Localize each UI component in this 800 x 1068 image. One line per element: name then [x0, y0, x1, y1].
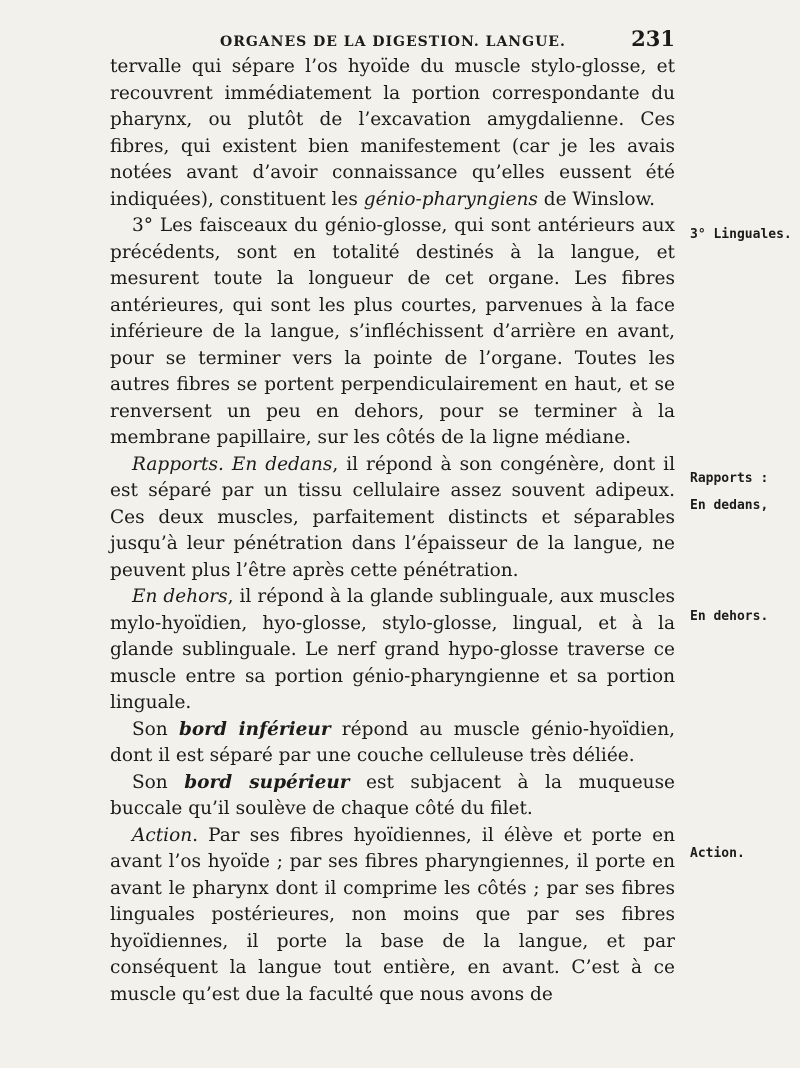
margin-note-rapports: Rapports :: [690, 471, 769, 486]
p3-text: , il répond à son congénère, dont il est séparé par un tissu cellulaire assez souvent adipeux. Ces deux muscles, parfaitement distincts et séparables jusqu’à leur pénétration dans l’épaisseur de la langue, ne peuvent plus l’être après cette pénétration.: [110, 453, 675, 581]
page-number: 231: [631, 26, 675, 51]
paragraph-3: [110, 452, 675, 585]
page-header: [110, 26, 675, 51]
margin-note-action: Action.: [690, 846, 745, 861]
p7-heading: Action: [132, 824, 193, 846]
p1-end: de Winslow.: [537, 188, 656, 210]
p3-heading: Rapports. En dedans: [132, 453, 333, 475]
paragraph-2: 3° Les faisceaux du génio-glosse, qui sont antérieurs aux précédents, sont en totalité destinés à la langue, et mesurent toute la longueur de cet organe. Les fibres antérieures, qui sont les plus courtes, parvenues à la face inférieure de la langue, s’infléchissent d’arrière en avant, pour se terminer vers la pointe de l’organe. Toutes les autres fibres se portent perpendiculairement en haut, et se renversent un peu en dehors, pour se terminer à la membrane papillaire, sur les côtés de la ligne médiane.: [110, 215, 675, 448]
p4-heading: En dehors: [132, 586, 228, 607]
margin-note-en-dedans: En dedans,: [690, 498, 769, 513]
p7-text: . Par ses fibres hyoïdiennes, il élève et porte en avant l’os hyoïde ; par ses fibres pharyngiennes, il porte en avant le pharynx dont il comprime les côtés ; par ses fibres linguales postérieures, non moins que par ses fibres hyoïdiennes, il porte la base de la langue, et par conséquent la langue tout entière, en avant. C’est à ce muscle qu’est due la faculté que nous avons de: [110, 824, 675, 1005]
margin-note-en-dehors: En dehors.: [690, 609, 769, 624]
p5-term: bord inférieur: [178, 718, 331, 740]
p1-text: tervalle qui sépare l’os hyoïde du muscle stylo-glosse, et recouvrent immédiatement la portion correspondante du pharynx, ou plutôt de l’excavation amygdalienne. Ces fibres, qui existent bien manifestement (car je les avais notées avant d’avoir connaissance qu’elles eussent été indiquées), constituent les: [110, 56, 675, 210]
p6-start: Son: [132, 771, 185, 793]
running-head: ORGANES DE LA DIGESTION. LANGUE.: [220, 34, 566, 50]
p6-text: est subjacent à la muqueuse buccale qu’il soulève de chaque côté du filet.: [110, 771, 676, 819]
margin-note-linguales: 3° Linguales.: [690, 227, 792, 242]
p4-text: , il répond à la glande sublinguale, aux muscles mylo-hyoïdien, hyo-glosse, stylo-glosse, lingual, et à la glande sublinguale. Le nerf grand hypo-glosse traverse ce muscle entre sa portion génio-pharyngienne et sa portion linguale.: [110, 586, 676, 713]
paragraph-1: [110, 54, 675, 213]
p6-term: bord supérieur: [184, 771, 350, 793]
paragraph-6: [110, 770, 675, 823]
body-text: [110, 54, 675, 1008]
p1-term: génio-pharyngiens: [363, 188, 538, 210]
paragraph-5: [110, 717, 675, 770]
p5-text: répond au muscle génio-hyoïdien, dont il est séparé par une couche celluleuse très déliée.: [110, 718, 675, 766]
p5-start: Son: [132, 718, 179, 740]
paragraph-7: [110, 823, 675, 1009]
paragraph-4: [110, 584, 675, 717]
